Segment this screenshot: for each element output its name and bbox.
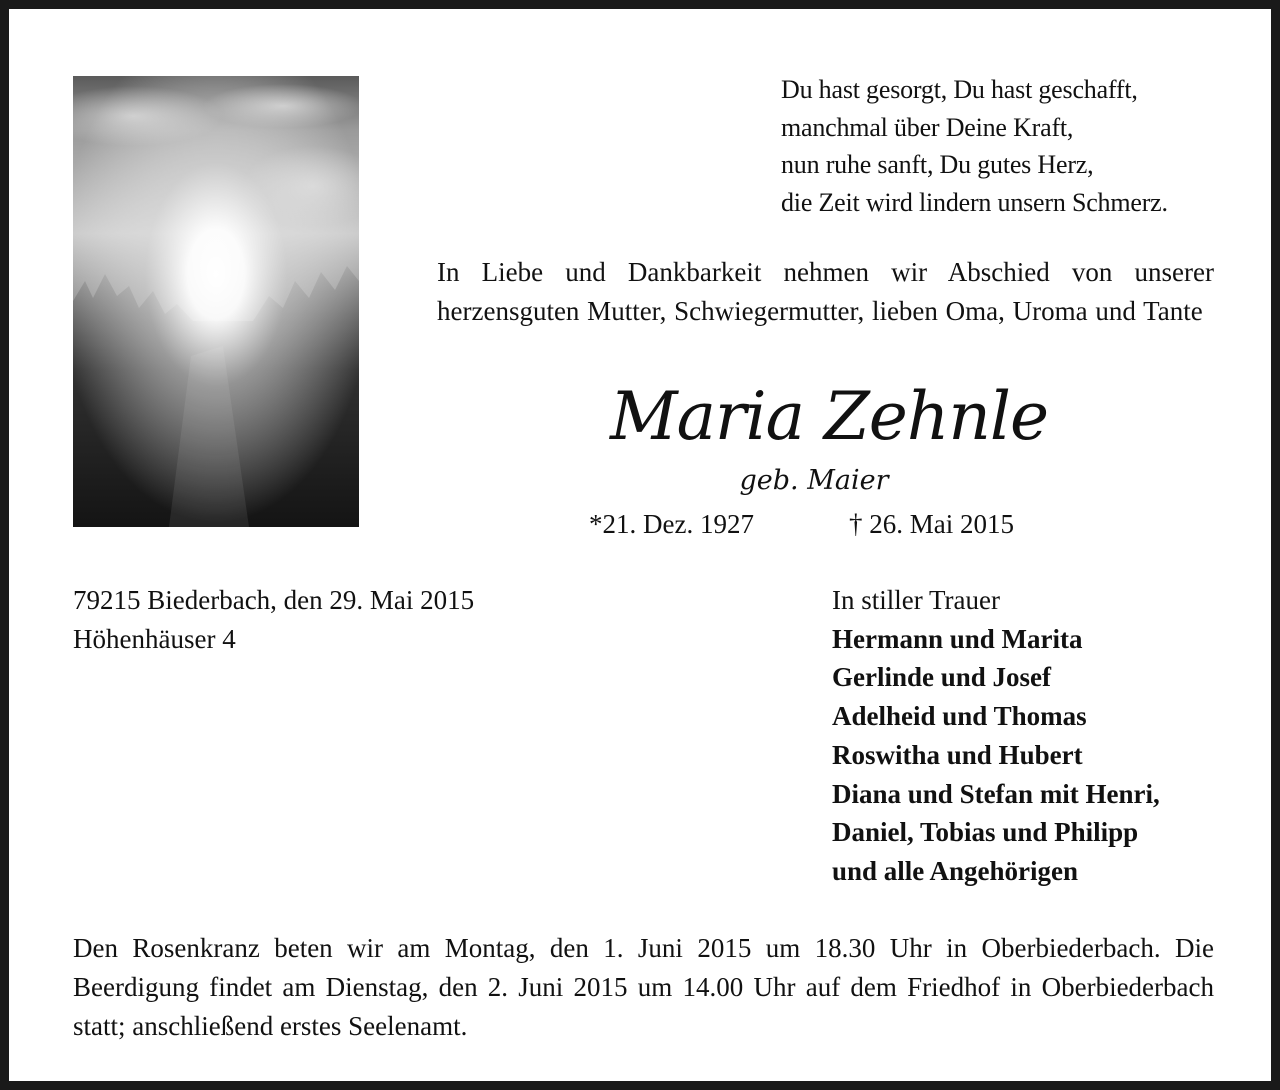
poem-line: die Zeit wird lindern unsern Schmerz. bbox=[781, 187, 1168, 217]
death-date: † 26. Mai 2015 bbox=[849, 509, 1014, 539]
poem-line: nun ruhe sanft, Du gutes Herz, bbox=[781, 150, 1094, 179]
service-details: Den Rosenkranz beten wir am Montag, den 1. Juni 2015 um 18.30 Uhr in Oberbiederbach. Die Beerdigung findet am Dienstag, den 2. Juni 2015 um 14.00 Uhr auf dem Friedhof in Oberbiederbach statt; anschließend erstes Seelenamt. bbox=[73, 933, 1214, 1041]
mourners-list bbox=[832, 620, 1232, 891]
mourner-entry: Daniel, Tobias und Philipp bbox=[832, 817, 1139, 848]
mourners-block bbox=[832, 581, 1232, 891]
sunrise-icon bbox=[73, 76, 359, 527]
poem-line: Du hast gesorgt, Du hast geschafft, bbox=[781, 75, 1138, 104]
deceased-name: Maria Zehnle bbox=[609, 378, 1048, 455]
place-and-address bbox=[73, 581, 633, 658]
address: Höhenhäuser 4 bbox=[73, 623, 236, 654]
mourner-entry: Adelheid und Thomas bbox=[832, 701, 1087, 732]
mourning-heading: In stiller Trauer bbox=[832, 585, 1000, 615]
poem bbox=[781, 71, 1241, 221]
mourner-entry: Hermann und Marita bbox=[832, 623, 1083, 654]
mourner-entry: Roswitha und Hubert bbox=[832, 739, 1083, 770]
mourner-entry: Diana und Stefan mit Henri, bbox=[832, 778, 1160, 809]
birth-date: *21. Dez. 1927 bbox=[589, 509, 754, 539]
mourner-entry: Gerlinde und Josef bbox=[832, 662, 1052, 693]
sunrise-forest-photo bbox=[73, 76, 359, 527]
poem-line: manchmal über Deine Kraft, bbox=[781, 112, 1074, 142]
place-date: 79215 Biederbach, den 29. Mai 2015 bbox=[73, 585, 475, 615]
birth-name: geb. Maier bbox=[739, 465, 889, 496]
intro-text: In Liebe und Dankbarkeit nehmen wir Abschied von unserer herzensguten Mutter, Schwiegermutter, lieben Oma, Uroma und Tante bbox=[437, 257, 1214, 326]
mourner-entry: und alle Angehörigen bbox=[832, 855, 1079, 886]
